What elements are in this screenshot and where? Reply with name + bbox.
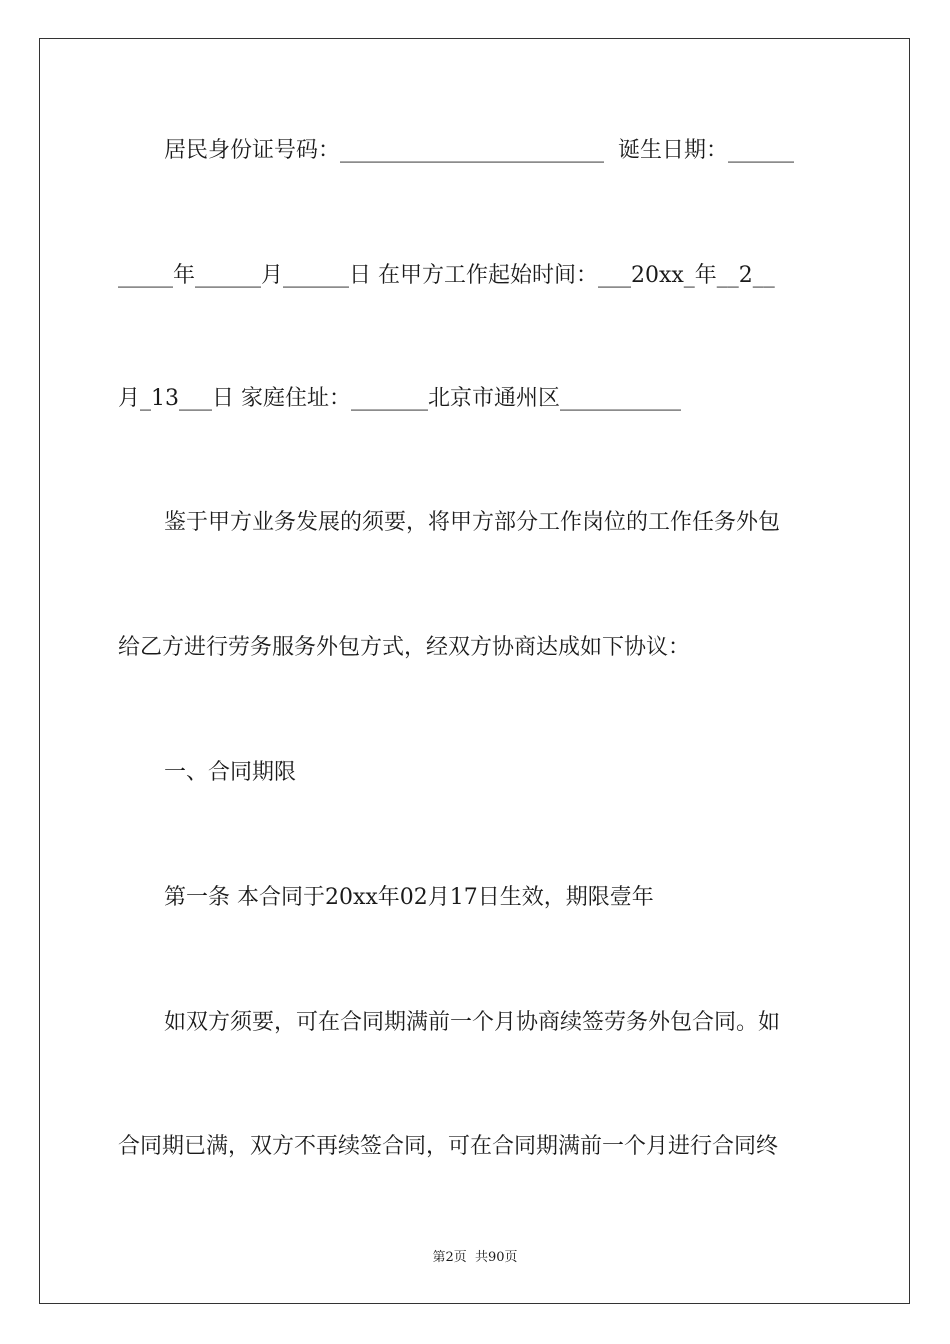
page-frame: [39, 38, 910, 1304]
page-number-footer: 第2页 共90页: [432, 1250, 518, 1265]
preamble-line-2: 给乙方进行劳务服务外包方式，经双方协商达成如下协议：: [118, 635, 691, 660]
renewal-clause-line-1: 如双方须要，可在合同期满前一个月协商续签劳务外包合同。如: [164, 1010, 781, 1035]
article-one-line: 第一条 本合同于20xx年02月17日生效，期限壹年: [164, 885, 654, 910]
renewal-clause-line-2: 合同期已满，双方不再续签合同，可在合同期满前一个月进行合同终: [118, 1134, 779, 1159]
section-heading-contract-term: 一、合同期限: [164, 760, 297, 785]
start-date-and-address-line: 月_13___日 家庭住址：_______北京市通州区___________: [118, 386, 681, 411]
birthdate-and-start-date-line: _____年______月______日 在甲方工作起始时间：___20xx_年__2__: [118, 263, 775, 288]
preamble-line-1: 鉴于甲方业务发展的须要，将甲方部分工作岗位的工作任务外包: [164, 510, 781, 535]
id-and-birthdate-line: 居民身份证号码：________________________ 诞生日期：______: [164, 138, 794, 163]
